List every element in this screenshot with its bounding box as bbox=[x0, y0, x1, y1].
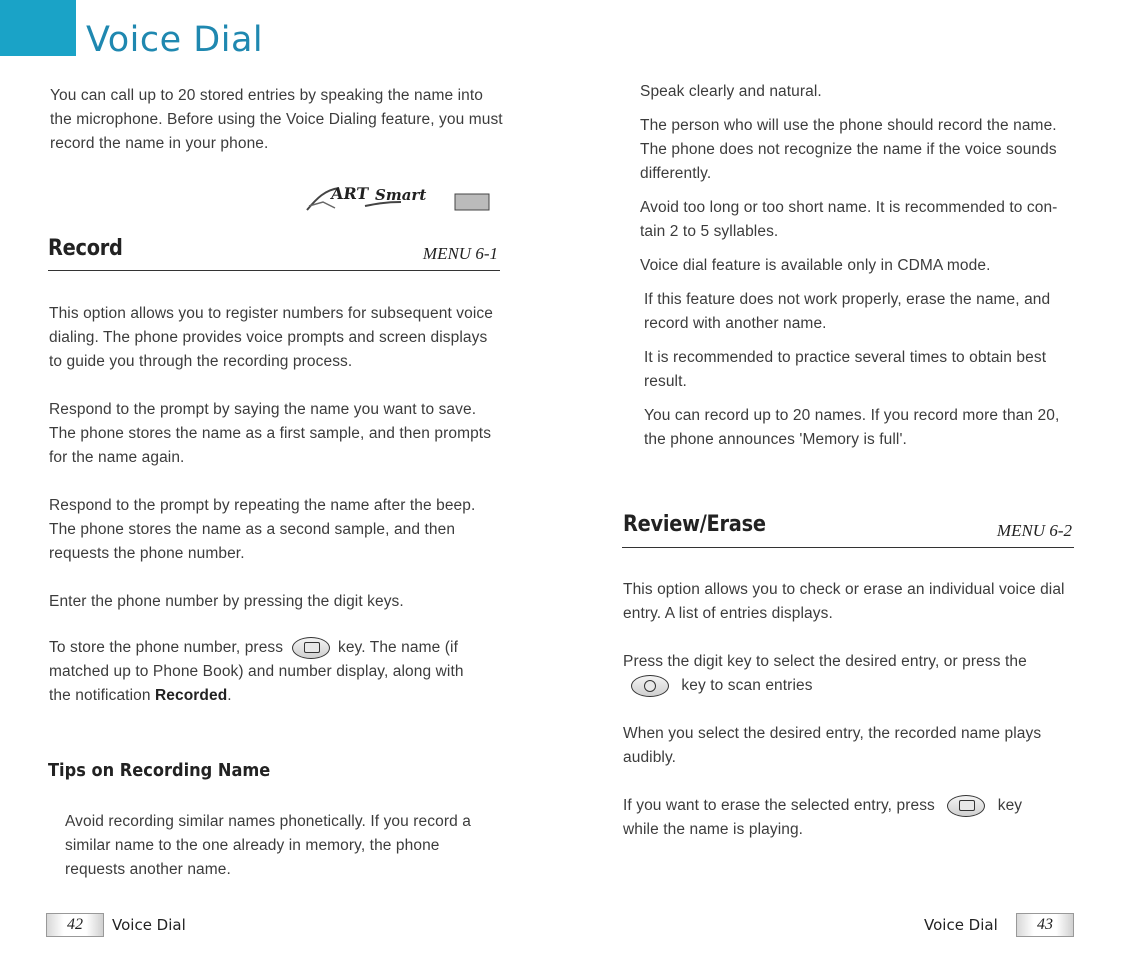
record-paragraph-3: Respond to the prompt by repeating the name after the beep. The phone stores the name as a second sample, and then requests the phone number. bbox=[49, 497, 476, 562]
erase-instruction-end: key while the name is playing. bbox=[623, 797, 1023, 838]
tip-speak-clearly: Speak clearly and natural. bbox=[640, 83, 822, 100]
store-instruction-start: To store the phone number, press bbox=[49, 639, 284, 656]
review-paragraph-3: When you select the desired entry, the recorded name plays audibly. bbox=[623, 725, 1042, 766]
tip-avoid-similar-names: Avoid recording similar names phonetically. If you record a similar name to the one already in memory, the phone requests another name. bbox=[65, 813, 471, 878]
right-page-number: 43 bbox=[1016, 913, 1074, 937]
tip-name-length: Avoid too long or too short name. It is recommended to con-tain 2 to 5 syllables. bbox=[640, 199, 1058, 240]
erase-instruction-start: If you want to erase the selected entry, press bbox=[623, 797, 935, 814]
intro-text: You can call up to 20 stored entries by speaking the name into the microphone. Before using the Voice Dialing feature, you must record the name in your phone. bbox=[50, 87, 503, 152]
tip-same-person: The person who will use the phone should record the name. The phone does not recognize the name if the voice sounds differently. bbox=[640, 117, 1057, 182]
review-paragraph-4 bbox=[623, 794, 1053, 842]
erase-key-icon bbox=[947, 795, 985, 817]
scan-instruction-end: key to scan entries bbox=[681, 677, 813, 694]
page-title: Voice Dial bbox=[86, 20, 264, 60]
review-paragraph-1: This option allows you to check or erase an individual voice dial entry. A list of entries displays. bbox=[623, 581, 1065, 622]
left-footer-label: Voice Dial bbox=[112, 916, 186, 934]
record-paragraph-1: This option allows you to register numbers for subsequent voice dialing. The phone provides voice prompts and screen displays to guide you through the recording process. bbox=[49, 305, 493, 370]
record-paragraph-2: Respond to the prompt by saying the name you want to save. The phone stores the name as a first sample, and then prompts for the name again. bbox=[49, 401, 492, 466]
logo-text-smart: Smart bbox=[375, 186, 427, 204]
record-menu-number: MENU 6-1 bbox=[422, 244, 498, 263]
art-smart-logo bbox=[305, 180, 490, 216]
scan-instruction-start: Press the digit key to select the desired entry, or press the bbox=[623, 653, 1027, 670]
store-instruction-end: . bbox=[227, 687, 232, 704]
store-instruction-mid: key. The name (if matched up to Phone Book) and number display, along with the notification bbox=[49, 639, 464, 704]
record-heading: Record bbox=[48, 236, 123, 261]
tip-practice: It is recommended to practice several times to obtain best result. bbox=[644, 349, 1047, 390]
tips-heading: Tips on Recording Name bbox=[48, 760, 271, 781]
recorded-notification-label: Recorded bbox=[154, 687, 228, 704]
header-accent-block bbox=[0, 0, 76, 56]
right-footer-label: Voice Dial bbox=[924, 916, 998, 934]
record-paragraph-5 bbox=[49, 636, 489, 708]
tip-cdma-mode: Voice dial feature is available only in CDMA mode. bbox=[640, 257, 991, 274]
tip-memory-full: You can record up to 20 names. If you record more than 20, the phone announces 'Memory is full'. bbox=[644, 407, 1060, 448]
review-paragraph-2 bbox=[623, 650, 1063, 698]
record-divider bbox=[48, 270, 500, 271]
review-divider bbox=[622, 547, 1074, 548]
left-page-number: 42 bbox=[46, 913, 104, 937]
tip-erase-and-rerecord: If this feature does not work properly, erase the name, and record with another name. bbox=[644, 291, 1051, 332]
review-erase-heading: Review/Erase bbox=[623, 512, 766, 537]
navigation-key-icon bbox=[631, 675, 669, 697]
save-key-icon bbox=[292, 637, 330, 659]
logo-text-art: ART bbox=[329, 184, 370, 203]
review-menu-number: MENU 6-2 bbox=[996, 521, 1072, 540]
record-paragraph-4: Enter the phone number by pressing the digit keys. bbox=[49, 593, 404, 610]
